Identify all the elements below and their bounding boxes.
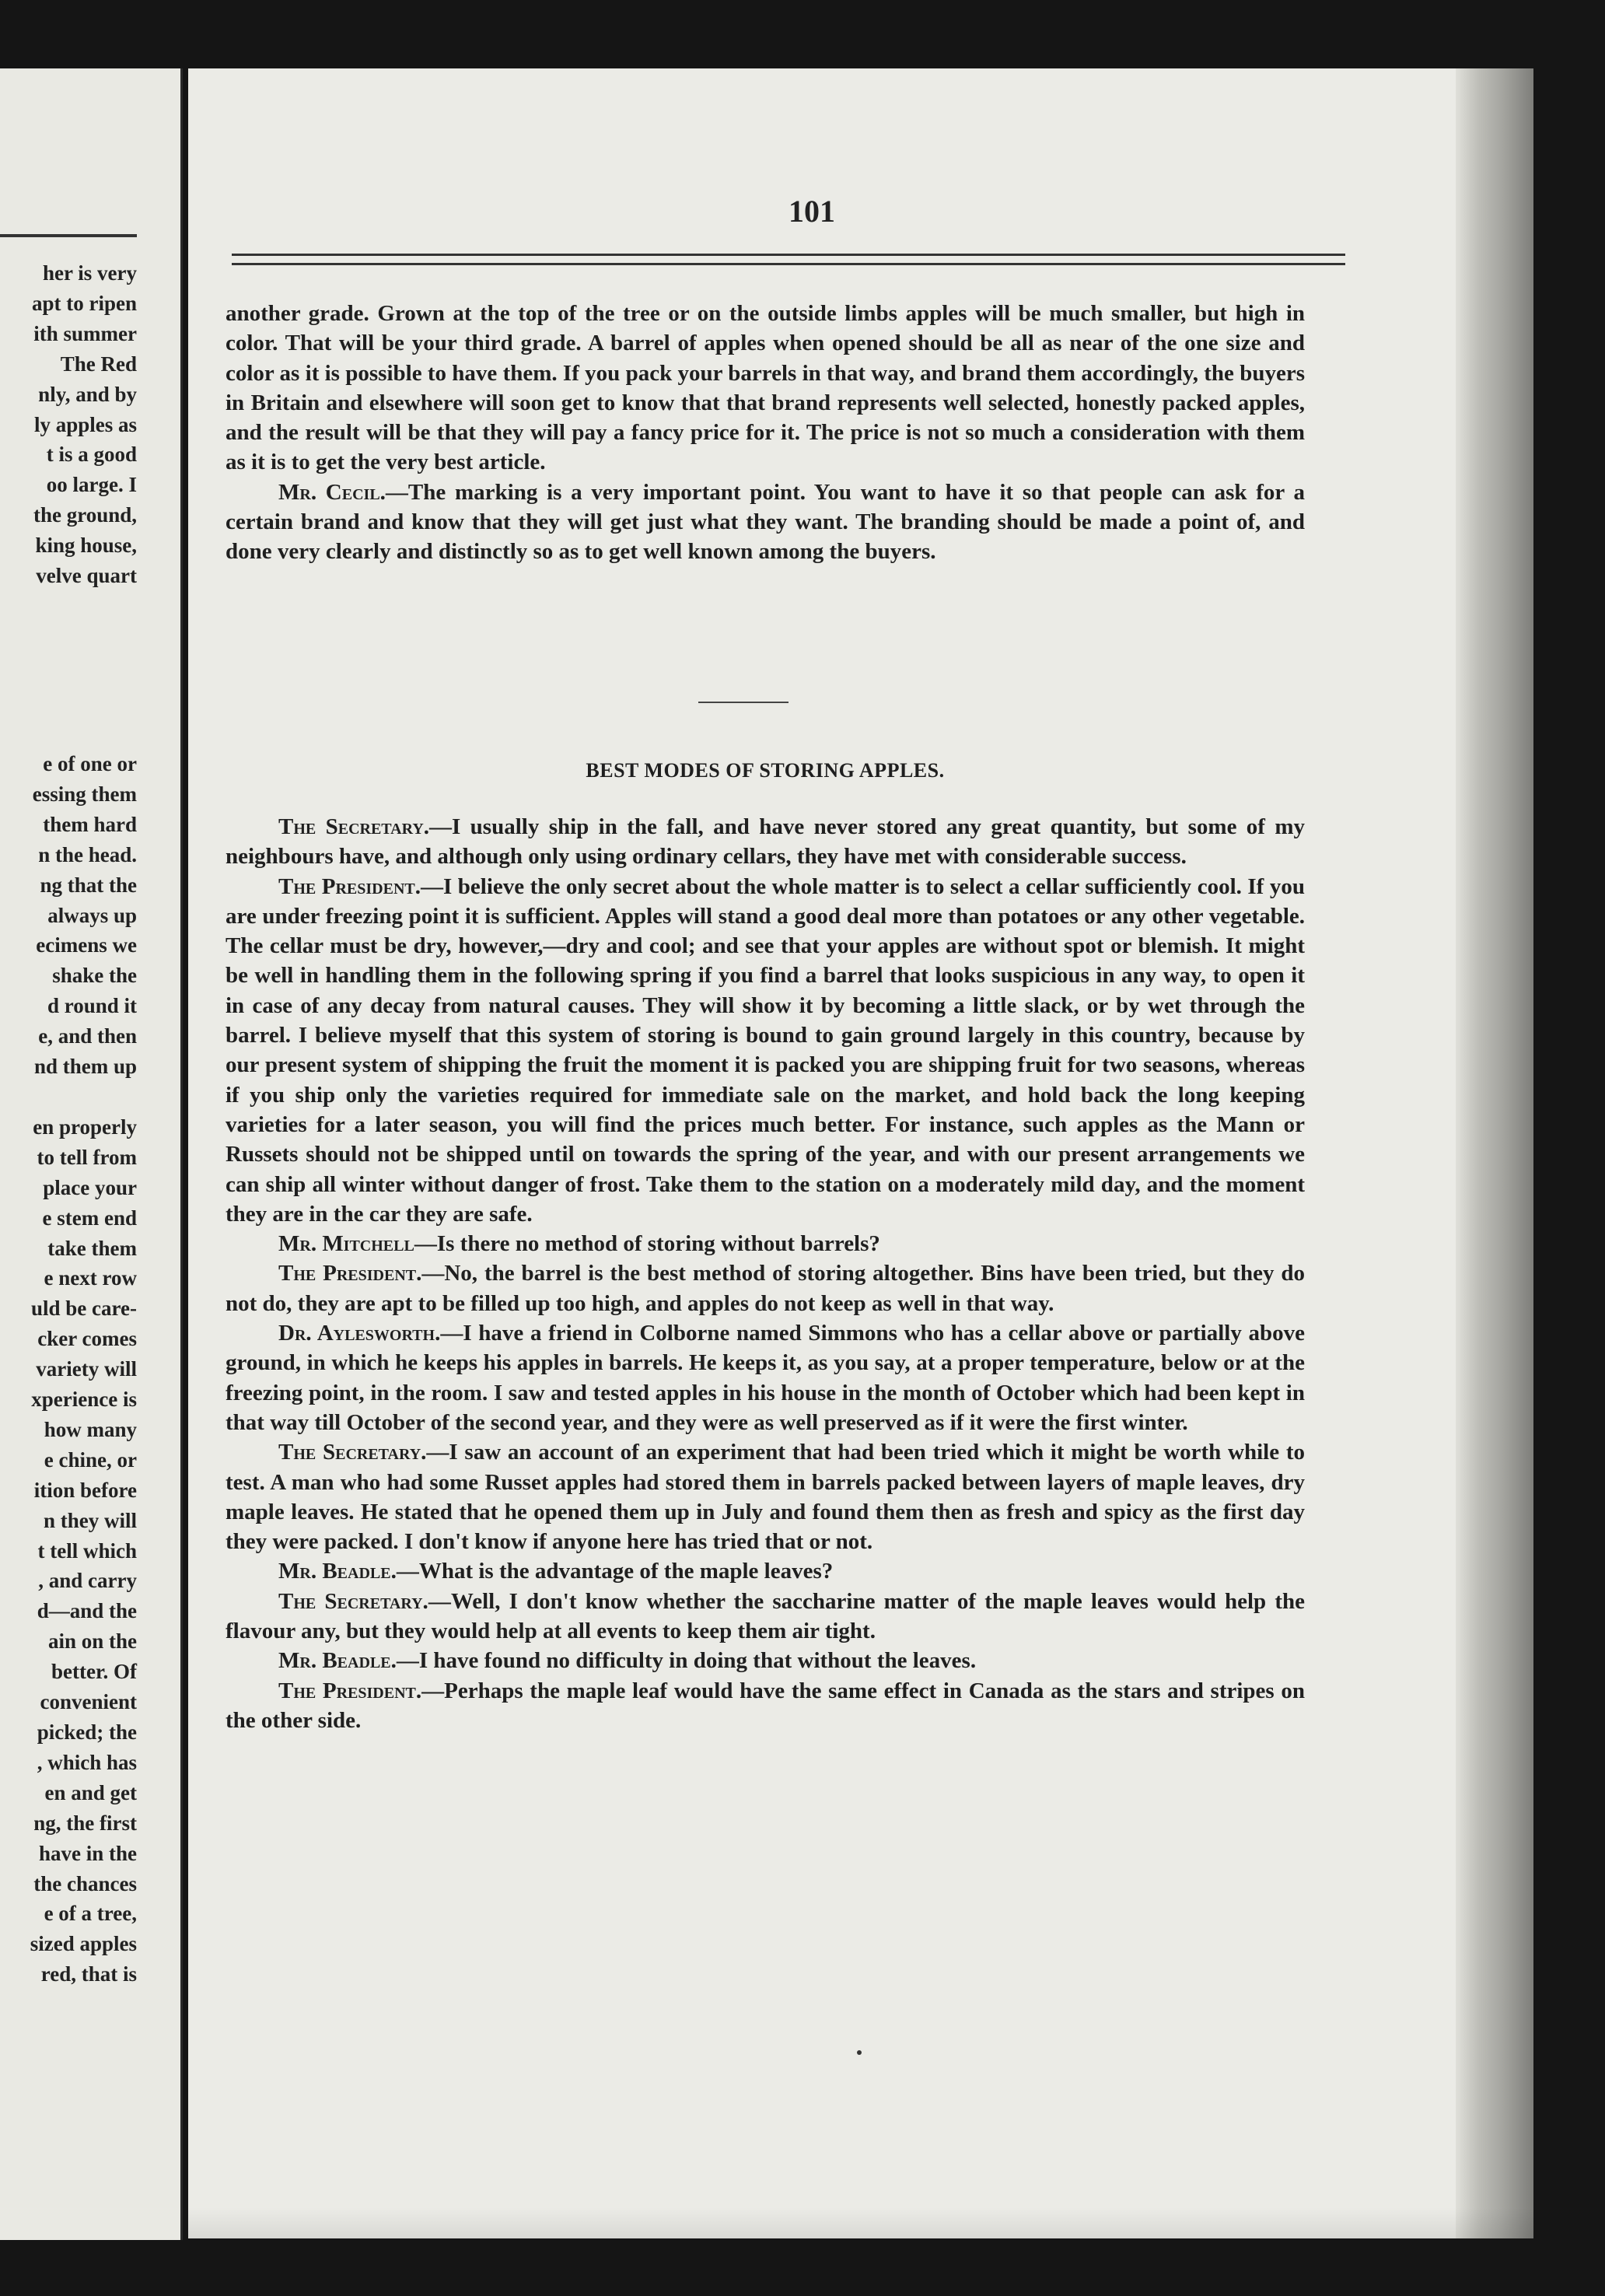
paragraph-text: —The marking is a very important point. You want to have it so that people can ask for a certain brand and know that they will get just what they want. The branding should be made a point of, and done very clearly and distinctly so as to get well known among the buyers.	[226, 479, 1305, 565]
left-line: them hard	[43, 812, 137, 836]
page-edge-stack	[1456, 68, 1533, 2238]
left-line: nly, and by	[38, 382, 137, 406]
left-line: take them	[47, 1236, 137, 1260]
left-line: better. Of	[51, 1660, 137, 1684]
page-shadow	[188, 2207, 1533, 2238]
left-line: place your	[43, 1175, 137, 1199]
left-line: en and get	[44, 1780, 137, 1804]
paragraph	[226, 1318, 1305, 1437]
left-line: ith summer	[33, 321, 137, 345]
left-line: t tell which	[37, 1538, 137, 1563]
paragraph-text: —Perhaps the maple leaf would have the same effect in Canada as the stars and stripes on the other side.	[226, 1678, 1305, 1733]
paragraph-text: —I believe the only secret about the whole matter is to select a cellar sufficiently cool. If you are under freezing point it is sufficient. Apples will stand a good deal more than potatoes or any other vegetable. The cellar must be dry, however,—dry and cool; and see that your apples are without spot or blemish. It might be well in handling them in the following spring if you find a barrel that looks suspicious in any way, to open it in case of any decay from natural causes. They will show it by becoming a little slack, or by wet through the barrel. I believe myself that this system of storing is bound to gain ground largely in this country, because by our present system of shipping the fruit the moment it is packed you are shipping fruit for two seasons, whereas if you ship only the varieties required for immediate sale on the market, and hold back the long keeping varieties for a later season, you will find the prices much better. For instance, such apples as the Mann or Russets should not be shipped until on towards the spring of the year, and with our present arrangements we can ship all winter without danger of frost. Take them to the station on a moderately mild day, and the moment they are in the car they are safe.	[226, 873, 1305, 1227]
left-line: oo large. I	[46, 473, 137, 497]
speaker-name: The President.	[278, 1678, 422, 1703]
left-line: picked; the	[37, 1720, 137, 1744]
left-line: variety will	[36, 1357, 137, 1381]
left-line: the ground,	[33, 503, 137, 527]
speaker-name: Mr. Cecil.	[278, 479, 386, 505]
left-line: ecimens we	[36, 933, 137, 957]
page-number: 101	[789, 194, 835, 229]
speaker-name: Mr. Beadle.	[278, 1648, 397, 1674]
speaker-name: Dr. Aylesworth.	[278, 1321, 441, 1346]
left-line: en properly	[33, 1115, 137, 1139]
speaker-name: Mr. Beadle.	[278, 1559, 397, 1584]
left-page-fragment	[0, 68, 183, 2240]
left-page-text-block-1	[32, 258, 137, 591]
left-line: her is very	[43, 261, 137, 285]
left-line: e chine, or	[44, 1447, 137, 1472]
left-page-rule	[0, 234, 137, 237]
left-line: d round it	[47, 994, 137, 1018]
left-line: n they will	[43, 1508, 137, 1532]
left-line: ng, the first	[33, 1811, 137, 1835]
speaker-name: The Secretary.	[278, 1440, 427, 1465]
left-line: apt to ripen	[32, 291, 137, 315]
paragraph-text: another grade. Grown at the top of the tree or on the outside limbs apples will be much smaller, but high in color. That will be your third grade. A barrel of apples when opened should be all as near of the one size and color as it is possible to have them. If you pack your barrels in that way, and brand them accordingly, the buyers in Britain and elsewhere will soon get to know that that brand represents well selected, honestly packed apples, and the result will be that they will pay a fancy price for it. The price is not so much a consideration with them as it is to get the very best article.	[226, 301, 1305, 475]
left-line: cker comes	[37, 1327, 137, 1351]
left-line: t is a good	[46, 443, 137, 467]
left-line: d—and the	[37, 1599, 137, 1623]
header-rule-bottom	[232, 263, 1345, 265]
left-line: sized apples	[30, 1932, 137, 1956]
speaker-name: The Secretary.	[278, 1588, 428, 1614]
left-line: convenient	[40, 1690, 137, 1714]
left-line: The Red	[60, 352, 137, 376]
left-line: essing them	[32, 782, 137, 806]
section-separator	[698, 702, 789, 703]
ink-dot	[857, 2050, 862, 2055]
paragraph	[226, 1676, 1305, 1736]
paragraph	[226, 1437, 1305, 1556]
left-line: ition before	[33, 1478, 137, 1502]
continued-text-block	[226, 299, 1305, 567]
speaker-name: The Secretary.	[278, 814, 430, 839]
paragraph-text: —What is the advantage of the maple leaves?	[396, 1559, 834, 1584]
left-line: always up	[47, 903, 137, 927]
left-line: e of one or	[43, 752, 137, 775]
left-line: the chances	[33, 1871, 137, 1895]
left-line: e of a tree,	[44, 1902, 137, 1926]
paragraph	[226, 1646, 1305, 1675]
left-line: e, and then	[38, 1024, 137, 1048]
paragraph-text: —Well, I don't know whether the saccharine matter of the maple leaves would help the flavour any, but they would help at all events to keep them air tight.	[226, 1588, 1305, 1644]
left-line: n the head.	[38, 842, 137, 866]
speaker-name: The President.	[278, 873, 421, 899]
left-line	[30, 1082, 137, 1112]
left-line: shake the	[52, 964, 137, 988]
left-line: xperience is	[31, 1388, 137, 1412]
section-body	[226, 812, 1305, 1735]
paragraph	[226, 478, 1305, 567]
speaker-name: The President.	[278, 1261, 422, 1286]
left-line: uld be care-	[31, 1297, 137, 1321]
left-line: ng that the	[40, 873, 137, 897]
left-line: e next row	[44, 1266, 137, 1290]
paragraph	[226, 872, 1305, 1230]
left-line: king house,	[35, 534, 137, 558]
paragraph	[226, 1229, 1305, 1258]
header-rule-top	[232, 254, 1345, 256]
paragraph-text: —I saw an account of an experiment that had been tried which it might be worth while to test. A man who had some Russet apples had stored them in barrels packed between layers of maple leaves, dry maple leaves. He stated that he opened them up in July and found them then as fresh and spicy as the first day they were packed. I don't know if anyone here has tried that or not.	[226, 1440, 1305, 1555]
left-line: red, that is	[40, 1962, 137, 1986]
paragraph	[226, 299, 1305, 478]
paragraph-text: —I have found no difficulty in doing that without the leaves.	[396, 1648, 977, 1674]
left-line: have in the	[38, 1841, 137, 1865]
left-page-text-block-2	[30, 749, 137, 1990]
paragraph-text: —Is there no method of storing without barrels?	[414, 1231, 880, 1257]
paragraph	[226, 1556, 1305, 1586]
paragraph-text: —I have a friend in Colborne named Simmons who has a cellar above or partially above ground, in which he keeps his apples in barrels. He keeps it, as you say, at a proper temperature, below or at the freezing point, in the room. I saw and tested apples in his house in the month of October which had been kept in that way till October of the second year, and they were as well preserved as if it were the first winter.	[226, 1321, 1305, 1435]
paragraph	[226, 1258, 1305, 1318]
left-line: e stem end	[42, 1206, 137, 1230]
left-line: nd them up	[33, 1055, 137, 1079]
left-line: , which has	[37, 1750, 137, 1774]
paragraph-text: —I usually ship in the fall, and have never stored any great quantity, but some of my neighbours have, and although only using ordinary cellars, they have met with considerable success.	[226, 814, 1305, 870]
paragraph	[226, 1587, 1305, 1647]
right-page	[188, 68, 1533, 2238]
speaker-name: Mr. Mitchell	[278, 1231, 414, 1257]
paragraph-text: —No, the barrel is the best method of storing altogether. Bins have been tried, but they do not do, they are apt to be filled up too high, and apples do not keep as well in that way.	[226, 1261, 1305, 1316]
left-line: velve quart	[36, 564, 137, 588]
section-heading: BEST MODES OF STORING APPLES.	[586, 759, 945, 782]
paragraph	[226, 812, 1305, 872]
left-line: ain on the	[47, 1629, 137, 1654]
left-line: , and carry	[38, 1569, 137, 1593]
left-line: ly apples as	[33, 412, 137, 436]
left-line: to tell from	[37, 1145, 137, 1169]
left-line: how many	[44, 1417, 137, 1441]
